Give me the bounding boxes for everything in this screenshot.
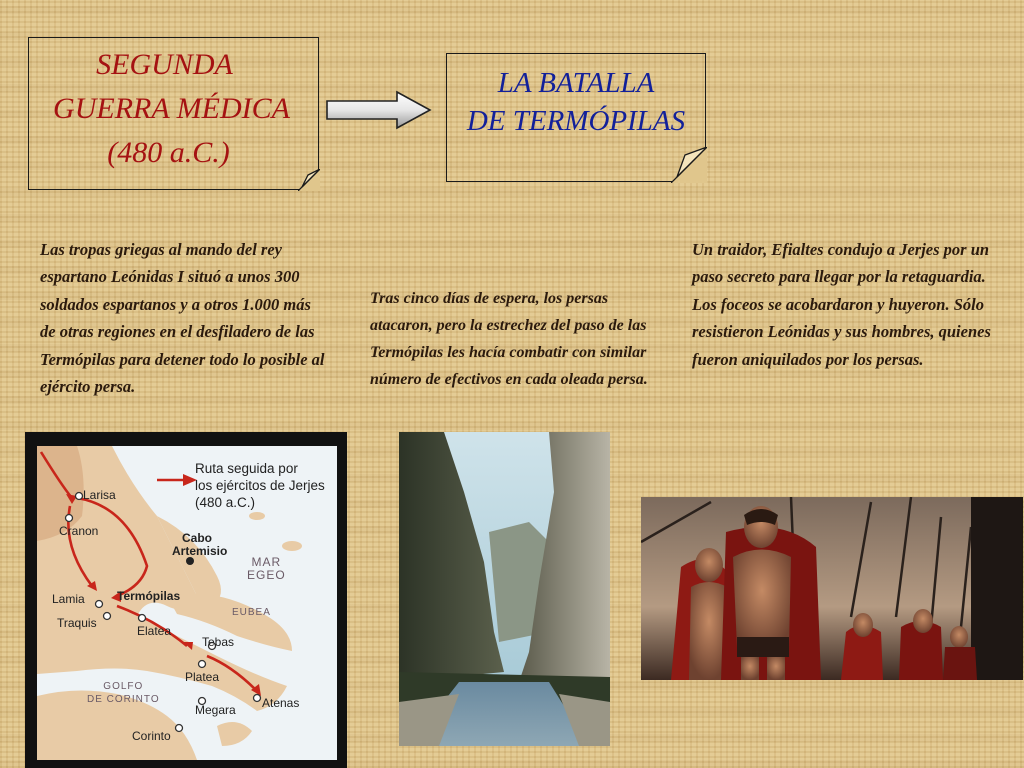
place-corinto: Corinto (132, 729, 171, 743)
paragraph-left: Las tropas griegas al mando del rey espartano Leónidas I situó a unos 300 soldados espartanos y a otros 1.000 más de otras regiones en el desfiladero de las Termópilas para detener todo lo posible al ejército persa. (40, 240, 325, 397)
place-termopilas: Termópilas (117, 589, 181, 603)
legend-line: los ejércitos de Jerjes (195, 478, 325, 493)
map-area (37, 446, 337, 760)
place-atenas: Atenas (262, 696, 300, 710)
sea-label-mar-egeo: MAR EGEO (247, 555, 286, 582)
place-traquis: Traquis (57, 616, 97, 630)
title-box-segunda-guerra (28, 37, 319, 190)
map-legend (195, 460, 325, 511)
route-map-image (25, 432, 347, 768)
place-artemisio: Artemisio (172, 544, 228, 558)
place-cranon: Cranon (59, 524, 99, 538)
right-arrow-icon (325, 90, 433, 130)
paragraph-right: Un traidor, Efialtes condujo a Jerjes por un paso secreto para llegar por la retaguardia. Los foceos se acobardaron y huyeron. Sólo resistieron Leónidas y sus hombres, quienes fueron aniquilados por los persas. (692, 240, 991, 369)
place-lamia: Lamia (52, 592, 85, 606)
place-larisa: Larisa (83, 488, 116, 502)
title-line-3: (480 a.C.) (107, 136, 230, 169)
title-line-1: SEGUNDA (96, 48, 233, 81)
place-cabo: Cabo (182, 531, 212, 545)
paragraph-middle: Tras cinco días de espera, los persas atacaron, pero la estrechez del paso de las Termópilas les hacía combatir con similar número de efectivos en cada oleada persa. (370, 290, 648, 388)
place-megara: Megara (195, 703, 236, 717)
legend-line: (480 a.C.) (195, 495, 256, 510)
gorge-photo (399, 432, 610, 746)
title-box-termopilas (446, 53, 706, 182)
sea-label-golfo: GOLFO DE CORINTO (87, 681, 160, 705)
legend-line: Ruta seguida por (195, 461, 298, 476)
folded-corner-icon (671, 147, 707, 183)
title-line-2: GUERRA MÉDICA (53, 92, 290, 125)
spartan-warriors-photo (641, 497, 1023, 680)
sea-label-eubea: EUBEA (232, 607, 271, 618)
title-line-1: LA BATALLA (497, 67, 655, 99)
title-line-2: DE TERMÓPILAS (466, 105, 686, 137)
place-tebas: Tebas (202, 635, 235, 649)
place-platea: Platea (185, 670, 220, 684)
folded-corner-icon (298, 169, 320, 191)
place-elatea: Elatea (137, 624, 172, 638)
